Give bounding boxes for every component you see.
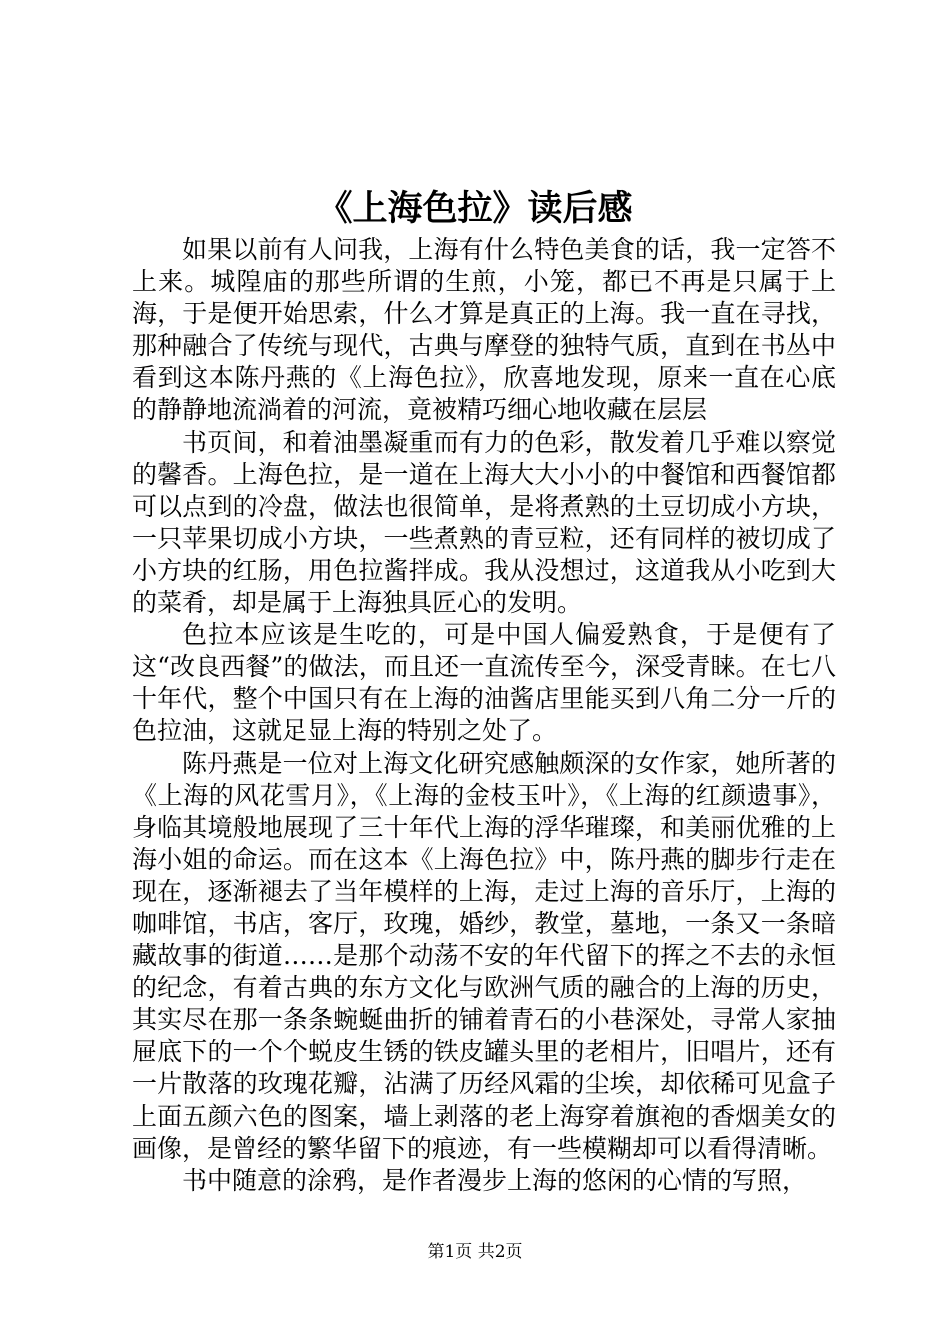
paragraph: 陈丹燕是一位对上海文化研究感触颇深的女作家，她所著的《上海的风花雪月》，《上海的金枝玉叶》，《上海的红颜遗事》，身临其境般地展现了三十年代上海的浮华璀璨，和美丽优雅的上海小姐的命运。而在这本《上海色拉》中，陈丹燕的脚步行走在现在，逐渐褪去了当年模样的上海，走过上海的音乐厅，上海的咖啡馆，书店，客厅，玫瑰，婚纱，教堂，墓地，一条又一条暗藏故事的街道……是那个动荡不安的年代留下的挥之不去的永恒的纪念，有着古典的东方文化与欧洲气质的融合的上海的历史，其实尽在那一条条蜿蜒曲折的铺着青石的小巷深处，寻常人家抽屉底下的一个个蜕皮生锈的铁皮罐头里的老相片，旧唱片，还有一片散落的玫瑰花瓣，沾满了历经风霜的尘埃，却依稀可见盒子上面五颜六色的图案，墙上剥落的老上海穿着旗袍的香烟美女的画像，是曾经的繁华留下的痕迹，有一些模糊却可以看得清晰。 (132, 748, 836, 1163)
document-body (132, 234, 836, 1197)
paragraph: 书页间，和着油墨凝重而有力的色彩，散发着几乎难以察觉的馨香。上海色拉，是一道在上海大大小小的中餐馆和西餐馆都可以点到的冷盘，做法也很简单，是将煮熟的土豆切成小方块，一只苹果切成小方块，一些煮熟的青豆粒，还有同样的被切成了小方块的红肠，用色拉酱拌成。我从没想过，这道我从小吃到大的菜肴，却是属于上海独具匠心的发明。 (132, 427, 836, 618)
paragraph: 如果以前有人问我，上海有什么特色美食的话，我一定答不上来。城隍庙的那些所谓的生煎，小笼，都已不再是只属于上海，于是便开始思索，什么才算是真正的上海。我一直在寻找，那种融合了传统与现代，古典与摩登的独特气质，直到在书丛中看到这本陈丹燕的《上海色拉》，欣喜地发现，原来一直在心底的静静地流淌着的河流，竟被精巧细心地收藏在层层 (132, 235, 836, 425)
document-title: 《上海色拉》读后感 (317, 188, 633, 229)
page-number-footer: 第1页 共2页 (427, 1242, 523, 1262)
paragraph: 书中随意的涂鸦，是作者漫步上海的悠闲的心情的写照， (182, 1165, 808, 1195)
paragraph: 色拉本应该是生吃的，可是中国人偏爱熟食，于是便有了这“改良西餐”的做法，而且还一直流传至今，深受青睐。在七八十年代，整个中国只有在上海的油酱店里能买到八角二分一斤的色拉油，这就足显上海的特别之处了。 (132, 620, 836, 746)
